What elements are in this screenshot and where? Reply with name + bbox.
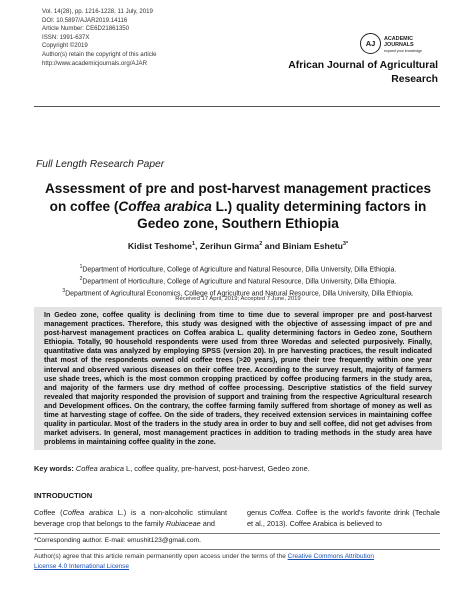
keywords-species: Coffea arabica [75, 464, 124, 473]
abstract-box: In Gedeo zone, coffee quality is declining from time to time due to several improper pre and post-harvest management practices. Therefore, this study was designed with the objective of assessing impact of pre and post-harvest management practices on Coffea arabica L. quality determining factors in Gedeo zone, Southern Ethiopia. Totally, 90 household respondents were used from three Woredas and selected purposively. Finally, quantitative data was analyzed by employing SPSS (version 20). In pre harvesting practices, the result indicated that most of the respondents owned old coffee trees (>20 years), prune their tree frequently within one year interval and observed various diseases on their coffee tree. According to the survey result, majority of farmers use shade trees, which is the most common cropping practiced by coffee producing farmers in the study area, and majority of the farmers use dry method of coffee processing. Descriptive statistics of the field survey revealed that majority responded the provision of support and training from the respective Agricultural research and Development offices. On the contrary, the coffee farming family suffered from shortage of money as well as time at harvesting stage of coffee. On the side of traders, they received extension services in maintaining coffee quality in particular. Most of the traders in the study area in order to buy and sell coffee, did not get advises from market advisers. In general, most management practices in addition to trading methods in the study area have problems in maintaining coffee quality in the zone. [34, 307, 442, 450]
affiliation-text: Department of Agricultural Economics, College of Agriculture and Natural Resource, Dilla University, Dilla Ethiopia. [65, 290, 414, 298]
license-text: Author(s) agree that this article remain permanently open access under the terms of the [34, 553, 288, 560]
affiliation-mark: 2 [79, 276, 83, 283]
body-text: . Coffee is the world's favorite drink (Techale et al., 2013). Coffee Arabica is believed to [247, 508, 440, 528]
title-text: Assessment of pre and post-harvest management practices on coffee ( [44, 181, 432, 214]
article-type: Full Length Research Paper [36, 159, 165, 170]
logo-wordmark [384, 36, 422, 55]
keywords-label: Key words: [34, 464, 74, 473]
author-affiliation-mark: 1 [191, 241, 195, 248]
author-list [40, 241, 436, 251]
meta-line: Author(s) retain the copyright of this article [42, 50, 157, 58]
body-italic: Coffea arabica [62, 508, 113, 517]
author-affiliation-mark: 3* [342, 241, 349, 248]
author-name: Biniam Eshetu [282, 241, 343, 251]
journal-name-line: African Journal of Agricultural [288, 60, 438, 71]
affiliation-mark: 3 [62, 288, 66, 295]
body-italic: Rubiaceae [165, 518, 201, 528]
keywords-list: L, coffee quality, pre-harvest, post-harvest, Gedeo zone. [123, 464, 310, 473]
title-species: Coffea arabica [118, 198, 212, 214]
body-text: and [200, 518, 215, 528]
body-text: genus [247, 508, 270, 517]
publisher-logo [360, 33, 432, 55]
author-separator: , [195, 241, 200, 251]
affiliation-mark: 1 [79, 264, 83, 270]
article-metadata [42, 8, 262, 68]
body-text: Coffee ( [34, 508, 63, 517]
meta-line: Copyright ©2019 [42, 42, 88, 50]
author-separator: and [262, 241, 283, 251]
license-link[interactable]: Creative Commons Attribution [287, 553, 374, 560]
section-heading: INTRODUCTION [34, 491, 93, 500]
author-name: Kidist Teshome [127, 241, 192, 251]
keywords [34, 464, 440, 473]
body-text: L.) is a non-alcoholic stimulant beverage crop that belongs to the family [34, 508, 227, 528]
affiliations [40, 263, 436, 299]
body-italic: Coffea [269, 508, 292, 517]
footnote-divider [34, 533, 440, 534]
logo-line: ACADEMIC [384, 36, 414, 42]
logo-tagline: expand your knowledge [384, 49, 422, 54]
meta-line: Vol. 14(28), pp. 1216-1228, 11 July, 2019 [42, 8, 153, 15]
title-text: L.) quality determining factors in Gedeo zone, Southern Ethiopia [137, 198, 427, 232]
affiliation-line [40, 275, 436, 287]
license-notice [34, 552, 440, 571]
intro-column-left [34, 508, 227, 530]
corresponding-author: *Corresponding author. E-mail: emushit123@gmail.com. [34, 537, 201, 544]
meta-url[interactable]: http://www.academicjournals.org/AJAR [42, 59, 147, 67]
license-link[interactable]: License 4.0 International License [34, 562, 130, 570]
affiliation-line [40, 263, 436, 275]
journal-name [250, 59, 438, 87]
meta-line: Article Number: CE6D21861350 [42, 25, 130, 33]
affiliation-text: Department of Horticulture, College of Agriculture and Natural Resource, Dilla University, Dilla Ethiopia. [82, 278, 397, 286]
received-dates: Received 17 April, 2019; Accepted 7 June, 2019 [175, 296, 301, 302]
intro-column-right [247, 508, 440, 530]
affiliation-text: Department of Horticulture, College of Agriculture and Natural Resource, Dilla University, Dilla Ethiopia. [82, 266, 397, 274]
logo-line: JOURNALS [384, 42, 414, 49]
author-name: Zerihun Girma [199, 241, 260, 251]
meta-line: ISSN: 1991-637X [42, 33, 90, 41]
header-divider [34, 106, 440, 107]
license-divider [34, 549, 440, 550]
meta-line: DOI: 10.5897/AJAR2019.14116 [42, 16, 128, 24]
journal-name-line: Research [391, 74, 438, 85]
article-title [40, 180, 436, 233]
author-affiliation-mark: 2 [259, 241, 263, 248]
logo-mark: AJ [360, 33, 381, 54]
